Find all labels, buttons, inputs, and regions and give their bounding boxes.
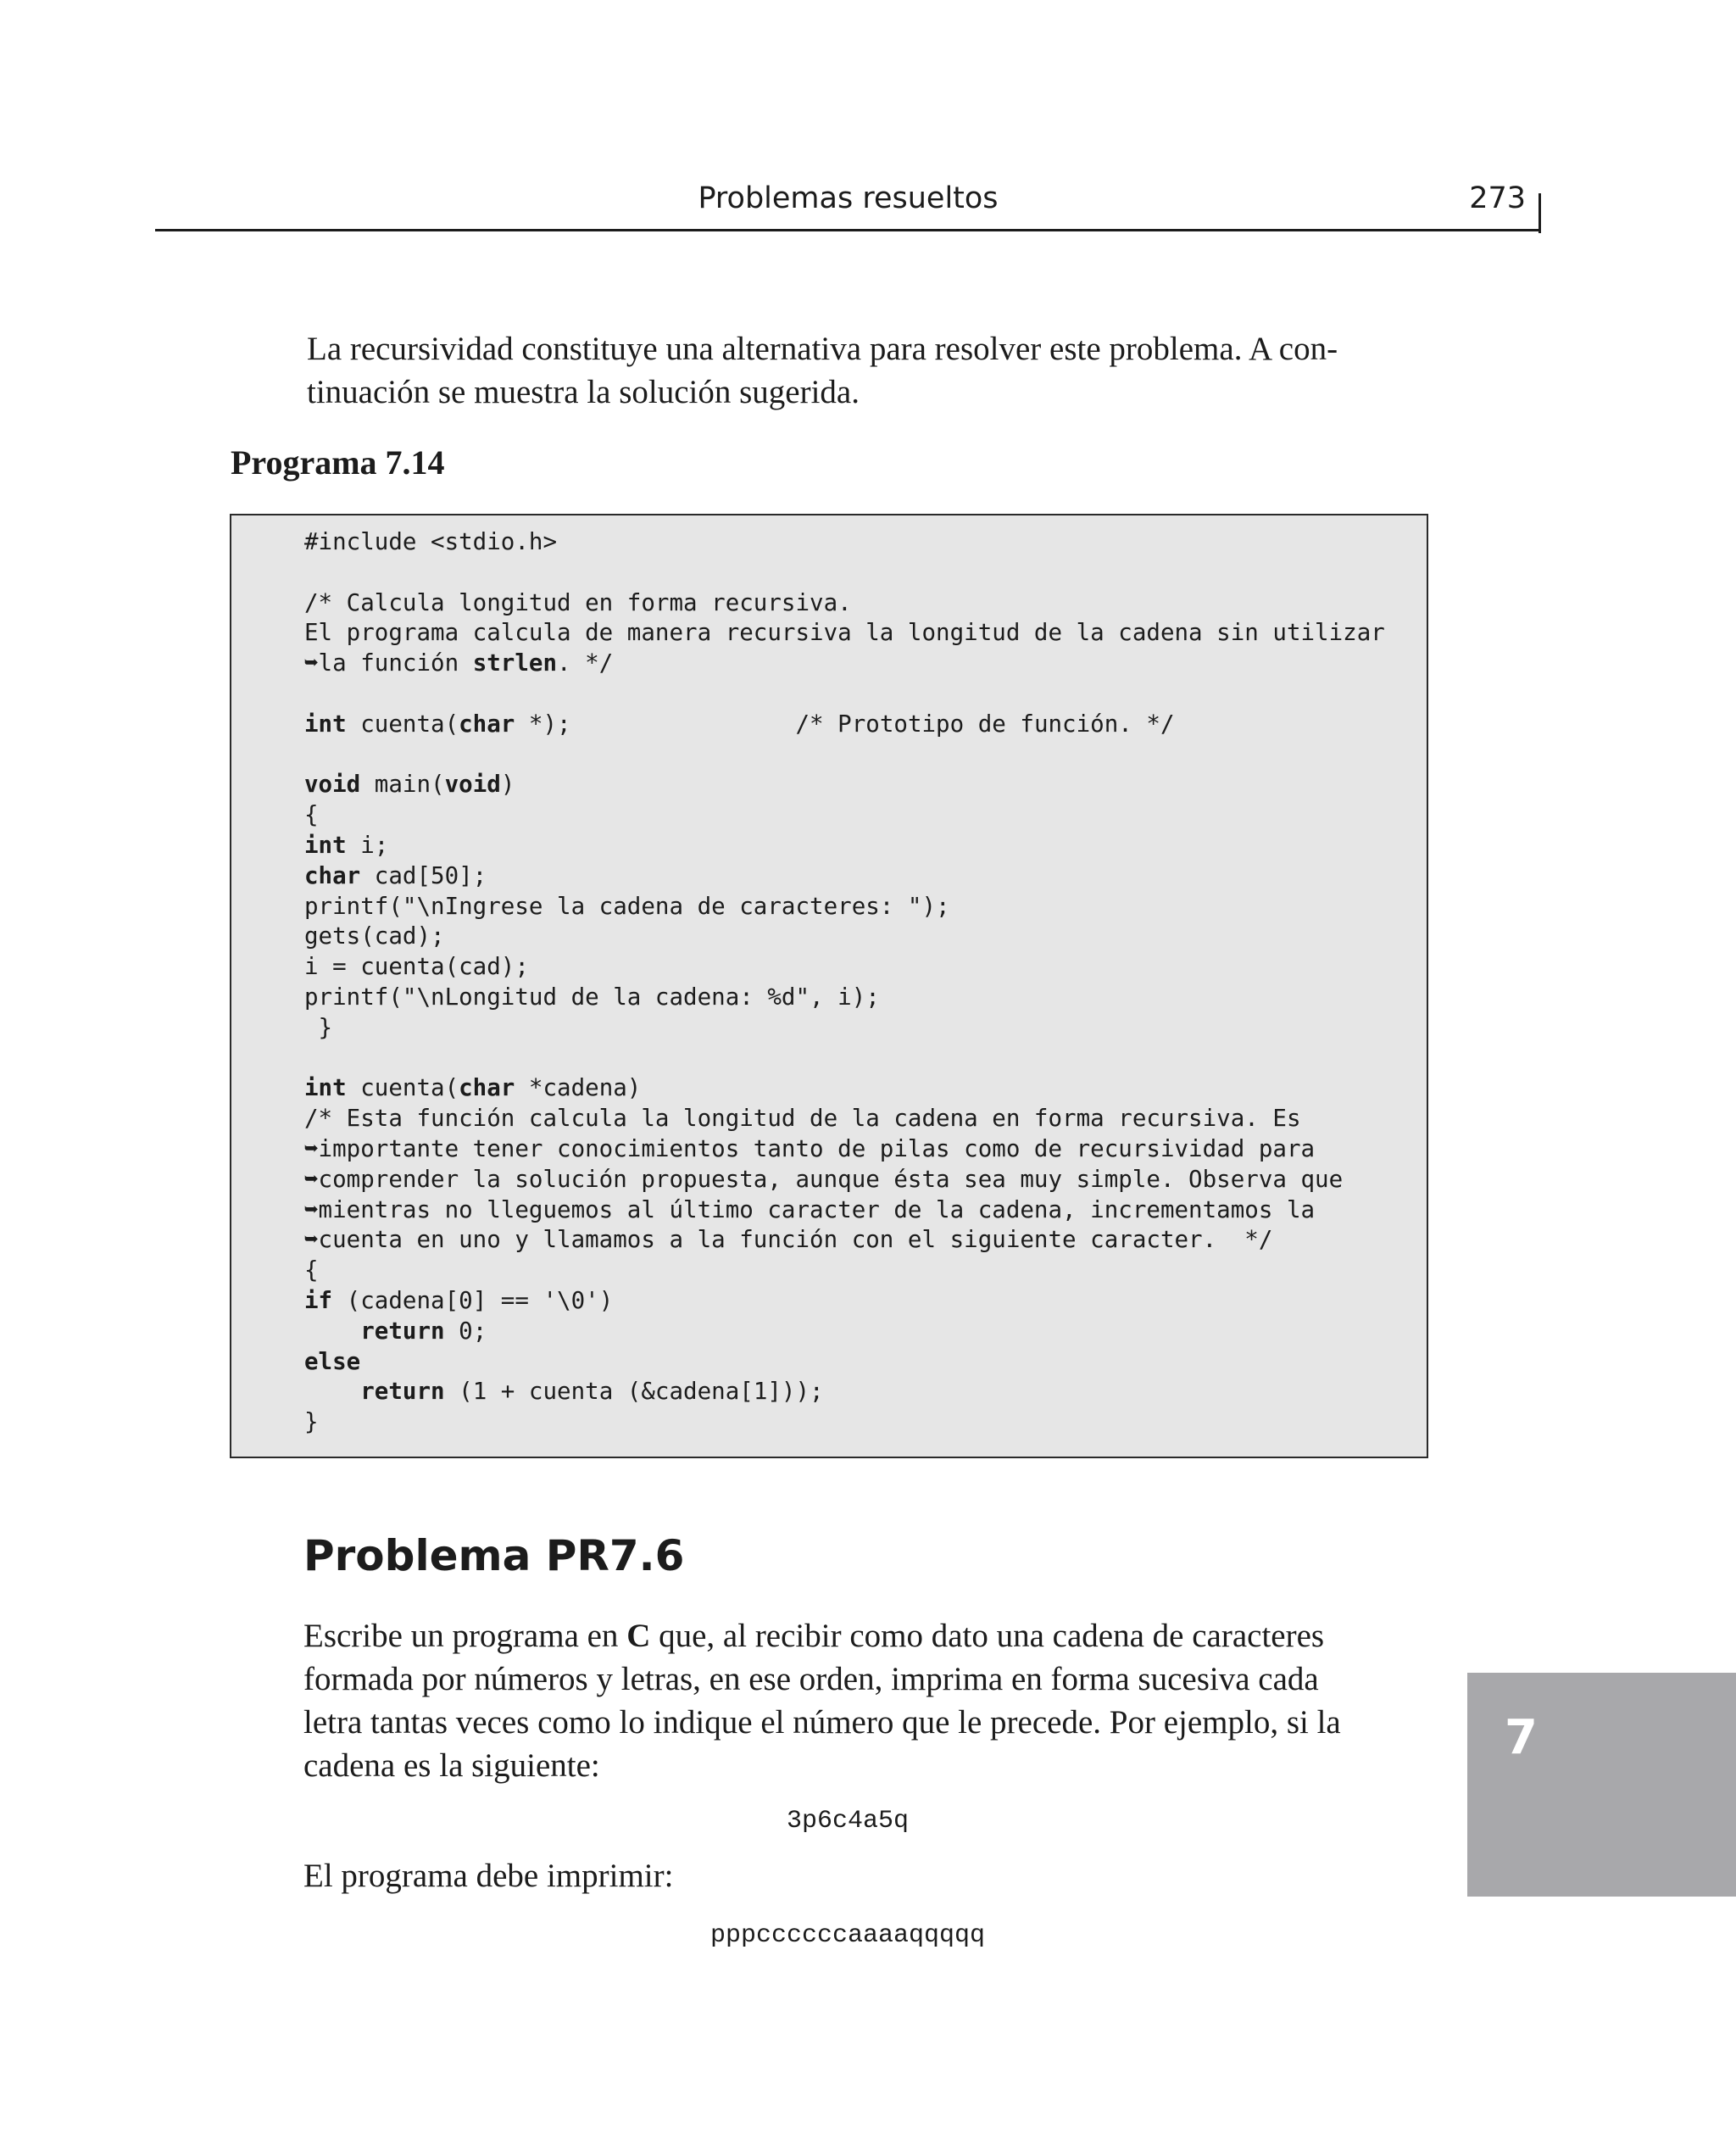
code-listing: [304, 527, 1385, 1438]
language-name: C: [626, 1618, 651, 1654]
code-text: cuenta(: [346, 1074, 459, 1102]
code-keyword: int: [304, 1074, 347, 1102]
code-line: [304, 679, 1385, 710]
header-title: Problemas resueltos: [698, 181, 999, 215]
code-text: #include <stdio.h>: [304, 528, 558, 555]
code-text: ➥importante tener conocimientos tanto de pilas como de recursividad para: [304, 1134, 1316, 1162]
code-text: . */: [557, 649, 614, 677]
code-text: ➥comprender la solución propuesta, aunque ésta sea muy simple. Observa que: [304, 1165, 1344, 1193]
code-line: [304, 527, 1385, 558]
code-line: [304, 770, 1385, 800]
code-text: {: [304, 801, 319, 829]
code-text: (1 + cuenta (&cadena[1]));: [444, 1378, 824, 1406]
code-line: [304, 649, 1385, 679]
code-line: [304, 892, 1385, 922]
code-text: printf("\nLongitud de la cadena: %d", i);: [304, 983, 880, 1011]
code-keyword: void: [444, 771, 501, 799]
code-text: /* Esta función calcula la longitud de la cadena en forma recursiva. Es: [304, 1105, 1301, 1133]
code-text: gets(cad);: [304, 922, 445, 950]
code-text: }: [304, 1013, 333, 1041]
intro-line: La recursividad constituye una alternativa para resolver este problema. A con-: [307, 331, 1338, 367]
chapter-tab: [1467, 1673, 1736, 1897]
code-line: [304, 831, 1385, 861]
code-line: [304, 1407, 1385, 1438]
code-text: i = cuenta(cad);: [304, 953, 529, 981]
code-text: El programa calcula de manera recursiva la longitud de la cadena sin utilizar: [304, 619, 1385, 647]
intro-line: tinuación se muestra la solución sugerida.: [307, 374, 860, 410]
statement-text: que, al recibir como dato una cadena de caracteres: [650, 1618, 1325, 1654]
code-line: [304, 1286, 1385, 1317]
page-number: 273: [1469, 181, 1526, 215]
code-text: ➥mientras no lleguemos al último caracter de la cadena, incrementamos la: [304, 1195, 1316, 1223]
code-keyword: int: [304, 831, 347, 859]
header-rule-tick: [1538, 193, 1541, 233]
code-line: [304, 983, 1385, 1013]
statement-text: letra tantas veces como lo indique el número que le precede. Por ejemplo, si la: [303, 1704, 1341, 1741]
code-text: (cadena[0] == '\0'): [332, 1286, 614, 1314]
code-text: cuenta(: [346, 710, 459, 738]
code-line: [304, 922, 1385, 952]
output-intro: El programa debe imprimir:: [303, 1858, 674, 1894]
code-line: [304, 588, 1385, 619]
code-text: /* Calcula longitud en forma recursiva.: [304, 588, 852, 616]
code-keyword: int: [304, 710, 347, 738]
code-line: [304, 1377, 1385, 1407]
code-text: }: [304, 1408, 319, 1436]
statement-text: Escribe un programa en: [303, 1618, 627, 1654]
code-keyword: char: [459, 1074, 515, 1102]
example-output: pppccccccaaaaqqqqq: [709, 1921, 986, 1950]
code-line: [304, 861, 1385, 892]
problem-heading: Problema PR7.6: [303, 1531, 685, 1580]
code-text: 0;: [444, 1317, 487, 1345]
code-keyword: strlen: [472, 649, 558, 677]
code-text: cad[50];: [360, 861, 487, 889]
code-keyword: else: [304, 1347, 361, 1375]
code-line: [304, 1044, 1385, 1074]
code-keyword: if: [304, 1286, 333, 1314]
code-listing-box: [230, 514, 1428, 1458]
problem-statement: [303, 1614, 1341, 1787]
code-line: [304, 710, 1385, 740]
code-text: main(: [360, 771, 445, 799]
code-text: *cadena): [515, 1074, 642, 1102]
code-text: ➥la función: [304, 649, 473, 677]
code-text: ): [500, 771, 515, 799]
running-header: [155, 176, 1541, 231]
code-line: [304, 558, 1385, 588]
code-line: [304, 1317, 1385, 1347]
example-input: 3p6c4a5q: [786, 1807, 910, 1836]
chapter-number: 7: [1505, 1710, 1538, 1765]
program-caption: Programa 7.14: [231, 443, 445, 482]
code-text: i;: [346, 831, 389, 859]
code-line: [304, 800, 1385, 831]
code-keyword: void: [304, 771, 361, 799]
code-line: [304, 1347, 1385, 1378]
code-line: [304, 1165, 1385, 1195]
code-line: [304, 1195, 1385, 1226]
code-line: [304, 1104, 1385, 1134]
code-keyword: return: [360, 1378, 445, 1406]
code-line: [304, 1013, 1385, 1044]
intro-paragraph: [307, 327, 1338, 414]
code-keyword: return: [360, 1317, 445, 1345]
code-line: [304, 740, 1385, 771]
statement-text: formada por números y letras, en ese orden, imprima en forma sucesiva cada: [303, 1661, 1319, 1697]
code-line: [304, 618, 1385, 649]
code-text: printf("\nIngrese la cadena de caracteres: ");: [304, 892, 950, 920]
statement-text: cadena es la siguiente:: [303, 1747, 600, 1784]
code-text: *); /* Prototipo de función. */: [515, 710, 1175, 738]
code-keyword: char: [304, 861, 361, 889]
code-line: [304, 1073, 1385, 1104]
code-line: [304, 1134, 1385, 1165]
code-line: [304, 1256, 1385, 1286]
code-line: [304, 1225, 1385, 1256]
code-line: [304, 952, 1385, 983]
code-text: [304, 1318, 360, 1345]
code-text: ➥cuenta en uno y llamamos a la función con el siguiente caracter. */: [304, 1226, 1273, 1254]
code-text: {: [304, 1256, 319, 1284]
code-text: [304, 1378, 360, 1405]
code-keyword: char: [459, 710, 515, 738]
